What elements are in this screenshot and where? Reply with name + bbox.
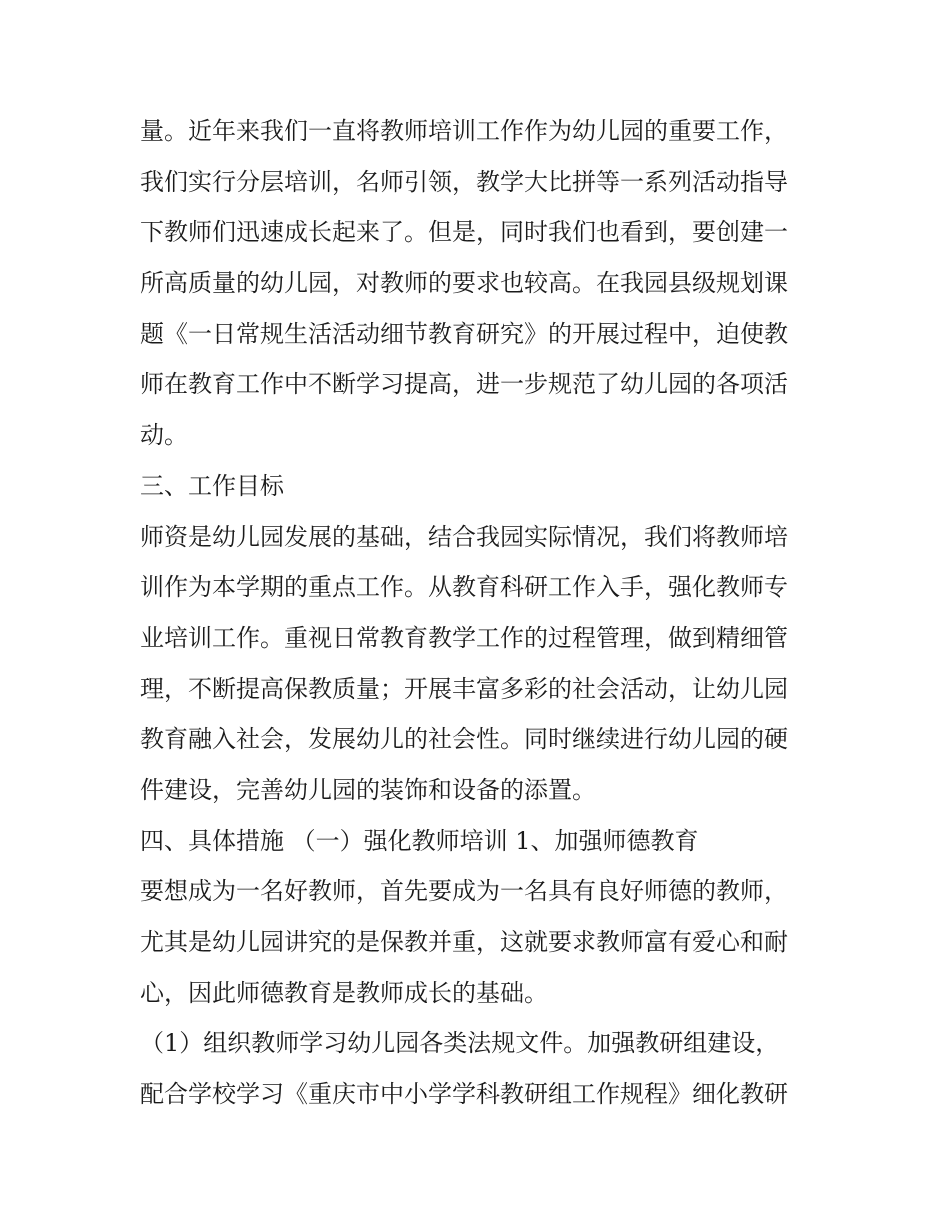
text-line: 下教师们迅速成长起来了。但是，同时我们也看到，要创建一 [140,218,788,247]
text-line: 理，不断提高保教质量；开展丰富多彩的社会活动，让幼儿园 [140,674,788,703]
text-line: 量。近年来我们一直将教师培训工作作为幼儿园的重要工作， [140,117,788,145]
text-line: 师资是幼儿园发展的基础，结合我园实际情况，我们将教师培 [140,522,788,551]
text-line: 所高质量的幼儿园，对教师的要求也较高。在我园县级规划课 [140,269,788,298]
section-heading-measures: 四、具体措施 （一）强化教师培训 1、加强师德教育 [140,826,699,855]
text-line: 配合学校学习《重庆市中小学学科教研组工作规程》细化教研 [140,1080,788,1109]
text-line: 心，因此师德教育是教师成长的基础。 [140,978,548,1007]
text-line: 师在教育工作中不断学习提高，进一步规范了幼儿园的各项活 [140,370,788,399]
text-line: 动。 [140,421,188,450]
list-item-line: （1）组织教师学习幼儿园各类法规文件。加强教研组建设， [140,1029,780,1058]
section-heading-goals: 三、工作目标 [140,471,284,500]
text-line: 题《一日常规生活活动细节教育研究》的开展过程中，迫使教 [140,319,788,348]
text-line: 件建设，完善幼儿园的装饰和设备的添置。 [140,775,596,804]
body-text [140,106,820,1120]
text-line: 要想成为一名好教师，首先要成为一名具有良好师德的教师， [140,877,788,906]
text-line: 教育融入社会，发展幼儿的社会性。同时继续进行幼儿园的硬 [140,725,788,754]
text-line: 训作为本学期的重点工作。从教育科研工作入手，强化教师专 [140,573,788,602]
text-line: 尤其是幼儿园讲究的是保教并重，这就要求教师富有爱心和耐 [140,928,788,956]
text-line: 业培训工作。重视日常教育教学工作的过程管理，做到精细管 [140,623,788,652]
text-line: 我们实行分层培训，名师引领，教学大比拼等一系列活动指导 [140,167,788,196]
